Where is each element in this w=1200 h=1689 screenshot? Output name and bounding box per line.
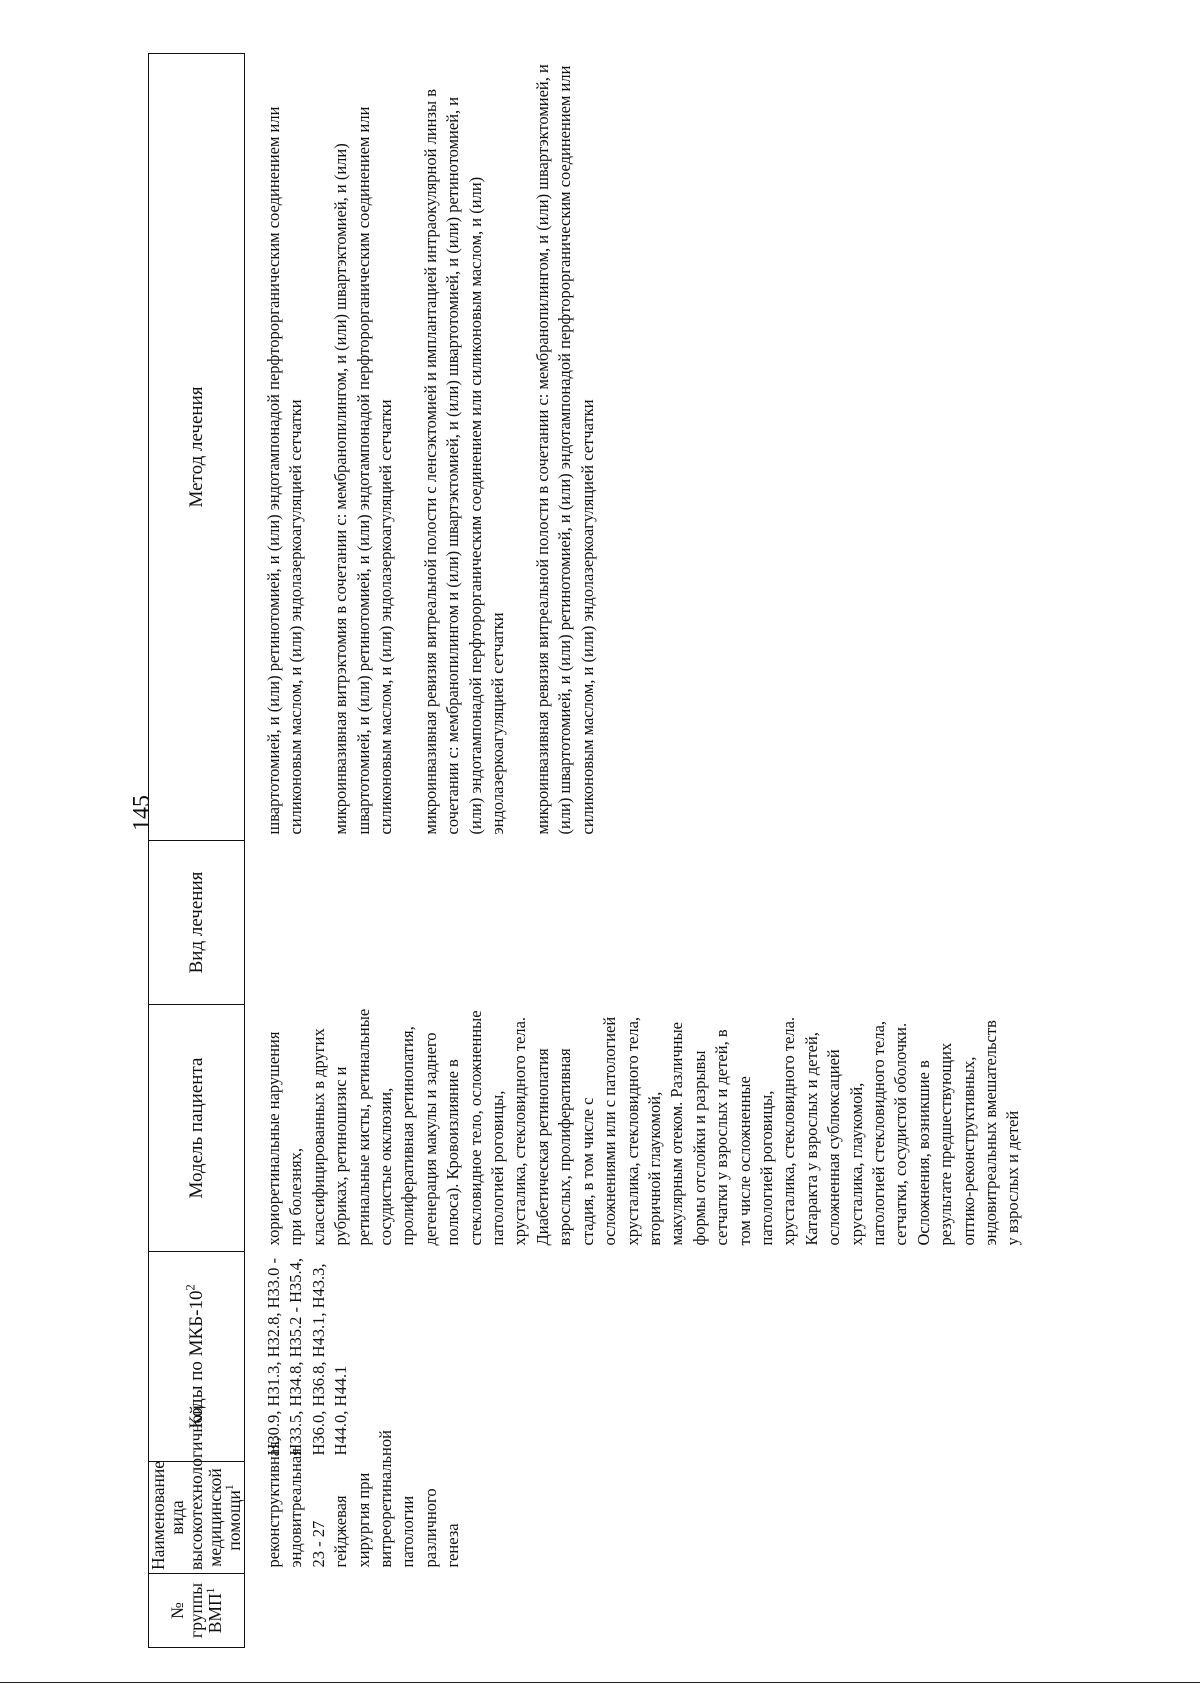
cell-icd-codes: H30.9, H31.3, H32.8, H33.0 - H33.5, H34.8, H35.2 - H35.4, H36.0, H36.8, H43.1, H43.3, H44.0, H44.1 — [264, 1257, 351, 1456]
cell-group-number — [245, 1574, 1025, 1648]
cell-treatment-method — [245, 54, 1025, 841]
page-number: 145 — [129, 795, 155, 831]
method-paragraph: микроинвазивная ревизия витреальной полости с ленсэктомией и имплантацией интраокулярной линзы в сочетании с: мембранопилингом и (или) швартэктомией, и (или) швартотомией, и (или) ретинотомией, и (или) эндотампонадой перфторорганическим соединением или силиконовым маслом, и (или) эндолазеркоагуляцией сетчатки — [420, 89, 508, 835]
method-paragraph: микроинвазивная ревизия витреальной полости в сочетании с: мембранопилингом, и (или) швартэктомией, и (или) швартотомией, и (или) ретинотомией, и (или) эндотампонадой перфторорганическим соединением или силиконовым маслом, и (или) эндолазеркоагуляцией сетчатки — [532, 64, 597, 835]
method-paragraph: микроинвазивная витрэктомия в сочетании с: мембранопилингом, и (или) швартэктомией, и (или) швартотомией, и (или) ретинотомией, и (или) эндотампонадой перфторорганическим соединением или силиконовым маслом, и (или) эндолазеркоагуляцией сетчатки — [331, 106, 396, 835]
table-row — [245, 54, 1025, 1648]
table-header-row — [149, 54, 245, 1648]
header-treatment-method: Метод лечения — [149, 54, 245, 841]
header-care-type-name: Наименование вида высокотехнологичной медицинской помощи$^1$ — [149, 1462, 245, 1574]
cell-patient-model: хориоретинальные нарушения при болезнях, классифицированных в других рубриках, ретиношизис и ретинальные кисты, ретинальные сосудистые окклюзии, пролиферативная ретинопатия, дегенерация макулы и заднего полюса). Кровоизлияние в стекловидное тело, осложненные патологией роговицы, хрусталика, стекловидного тела. Диабетическая ретинопатия взрослых, пролиферативная стадия, в том числе с осложнениями или с патологией хрусталика, стекловидного тела, вторичной глаукомой, макулярным отеком. Различные формы отслойки и разрывы сетчатки у взрослых и детей, в том числе осложненные патологией роговицы, хрусталика, стекловидного тела. Катаракта у взрослых и детей, осложненная сублюксацией хрусталика, глаукомой, патологией стекловидного тела, сетчатки, сосудистой оболочки. Осложнения, возникшие в результате предшествующих оптико-реконструктивных, эндовитреальных вмешательств у взрослых и детей — [264, 1008, 1023, 1246]
header-group-number: № группы ВМП$^1$ — [149, 1574, 245, 1648]
cell-treatment-kind — [245, 841, 1025, 1005]
vmp-table — [148, 53, 1025, 1648]
cell-care-type-name: реконструктивная, эндовитреальная 23 - 27 гейджевая хирургия при витреоретинальной патологии различного генеза — [264, 1430, 463, 1568]
header-icd-codes: Коды по МКБ-$10^2$ — [149, 1252, 245, 1462]
rotated-document — [148, 54, 1200, 1648]
method-paragraph: швартотомией, и (или) ретинотомией, и (или) эндотампонадой перфторорганическим соединением или силиконовым маслом, и (или) эндолазеркоагуляцией сетчатки — [264, 106, 306, 835]
header-treatment-kind: Вид лечения — [149, 841, 245, 1005]
footer-rule — [0, 1682, 1200, 1683]
header-patient-model: Модель пациента — [149, 1005, 245, 1252]
